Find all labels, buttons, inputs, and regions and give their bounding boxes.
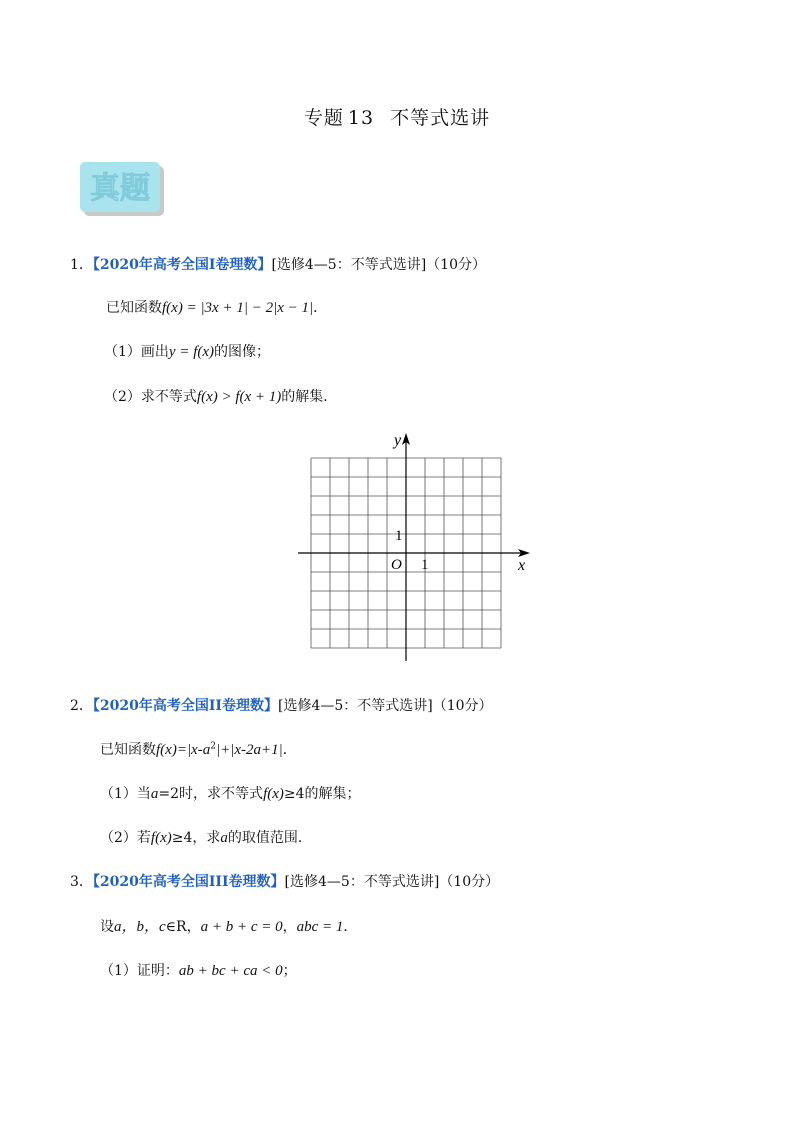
q2-stem-suffix: ． bbox=[282, 742, 297, 758]
q3-header bbox=[70, 871, 499, 891]
q2-stem-formula-b: |+|x-2a+1| bbox=[215, 742, 283, 758]
coordinate-grid bbox=[290, 425, 540, 665]
q1-source: 【2020年高考全国Ⅰ卷理数】 bbox=[92, 257, 272, 273]
q3-part1-suffix: ； bbox=[282, 963, 297, 979]
q1-part2-suffix: 的解集． bbox=[281, 389, 338, 405]
q2-part2 bbox=[100, 827, 312, 847]
x-tick-label: 1 bbox=[421, 557, 429, 573]
q2-stem-exponent: 2 bbox=[210, 741, 216, 752]
q3-stem-c: ∈R， bbox=[165, 919, 201, 935]
q1-stem-suffix: ． bbox=[313, 300, 328, 316]
q2-stem-formula-a: f(x)=|x-a bbox=[156, 742, 211, 758]
q2-number: 2． bbox=[70, 698, 93, 714]
q3-stem-g: ． bbox=[343, 919, 358, 935]
q1-part2-prefix: （2）求不等式 bbox=[104, 389, 197, 405]
q2-stem-prefix: 已知函数 bbox=[100, 742, 156, 758]
q1-tag: [选修4—5：不等式选讲]（10分） bbox=[271, 257, 486, 273]
q2-part1-a: （1）当 bbox=[100, 786, 151, 802]
q3-stem-d: a + b + c = 0 bbox=[200, 919, 283, 935]
coordinate-grid-figure bbox=[290, 425, 540, 665]
q3-tag: [选修4—5：不等式选讲]（10分） bbox=[284, 874, 500, 890]
q1-stem bbox=[106, 297, 327, 317]
q2-source: 【2020年高考全国II卷理数】 bbox=[92, 698, 278, 714]
q3-part1-prefix: （1）证明： bbox=[100, 963, 179, 979]
y-tick-label: 1 bbox=[395, 528, 403, 544]
q3-stem-b: a，b，c bbox=[114, 919, 166, 935]
q2-part2-d: a bbox=[220, 830, 228, 846]
badge bbox=[80, 162, 166, 218]
q2-part1-c: =2时，求不等式 bbox=[158, 786, 264, 802]
q2-part1 bbox=[100, 783, 361, 803]
page-title bbox=[0, 103, 794, 130]
q1-stem-prefix: 已知函数 bbox=[106, 300, 162, 316]
q2-part1-d: f(x) bbox=[263, 786, 284, 802]
q3-part1-formula: ab + bc + ca < 0 bbox=[178, 963, 283, 979]
q1-part2 bbox=[104, 386, 337, 406]
title-text: 不等式选讲 bbox=[390, 107, 491, 129]
x-axis-label: x bbox=[518, 557, 526, 574]
q2-stem bbox=[100, 739, 297, 759]
q2-part2-e: 的取值范围． bbox=[227, 830, 312, 846]
origin-label: O bbox=[391, 557, 402, 573]
q3-part1 bbox=[100, 960, 297, 980]
title-prefix: 专题 bbox=[303, 107, 344, 129]
q1-header bbox=[70, 254, 486, 274]
q3-stem bbox=[100, 915, 357, 936]
q3-stem-a: 设 bbox=[100, 919, 114, 935]
q1-part2-formula: f(x) > f(x + 1) bbox=[196, 389, 282, 405]
q1-part1-formula: y = f(x) bbox=[168, 344, 215, 360]
q2-part2-c: ≥4，求 bbox=[171, 830, 221, 846]
q1-part1-suffix: 的图像； bbox=[214, 344, 271, 360]
badge-text: 真题 bbox=[90, 171, 150, 206]
q2-tag: [选修4—5：不等式选讲]（10分） bbox=[277, 698, 493, 714]
q3-number: 3． bbox=[70, 874, 93, 890]
q3-source: 【2020年高考全国III卷理数】 bbox=[92, 874, 285, 890]
q2-part1-b: a bbox=[150, 786, 159, 802]
q2-part1-e: ≥4的解集； bbox=[283, 786, 361, 802]
q3-stem-e: ， bbox=[282, 919, 297, 935]
y-axis-label: y bbox=[394, 432, 402, 449]
q2-header bbox=[70, 695, 493, 715]
q1-part1-prefix: （1）画出 bbox=[104, 344, 169, 360]
q3-stem-f: abc = 1 bbox=[296, 919, 344, 935]
title-number: 13 bbox=[347, 107, 375, 129]
q2-part2-a: （2）若 bbox=[100, 830, 151, 846]
q1-part1 bbox=[104, 341, 270, 361]
q2-part2-b: f(x) bbox=[150, 830, 172, 846]
q1-stem-formula: f(x) = |3x + 1| − 2|x − 1| bbox=[162, 300, 314, 316]
q1-number: 1． bbox=[70, 257, 93, 273]
